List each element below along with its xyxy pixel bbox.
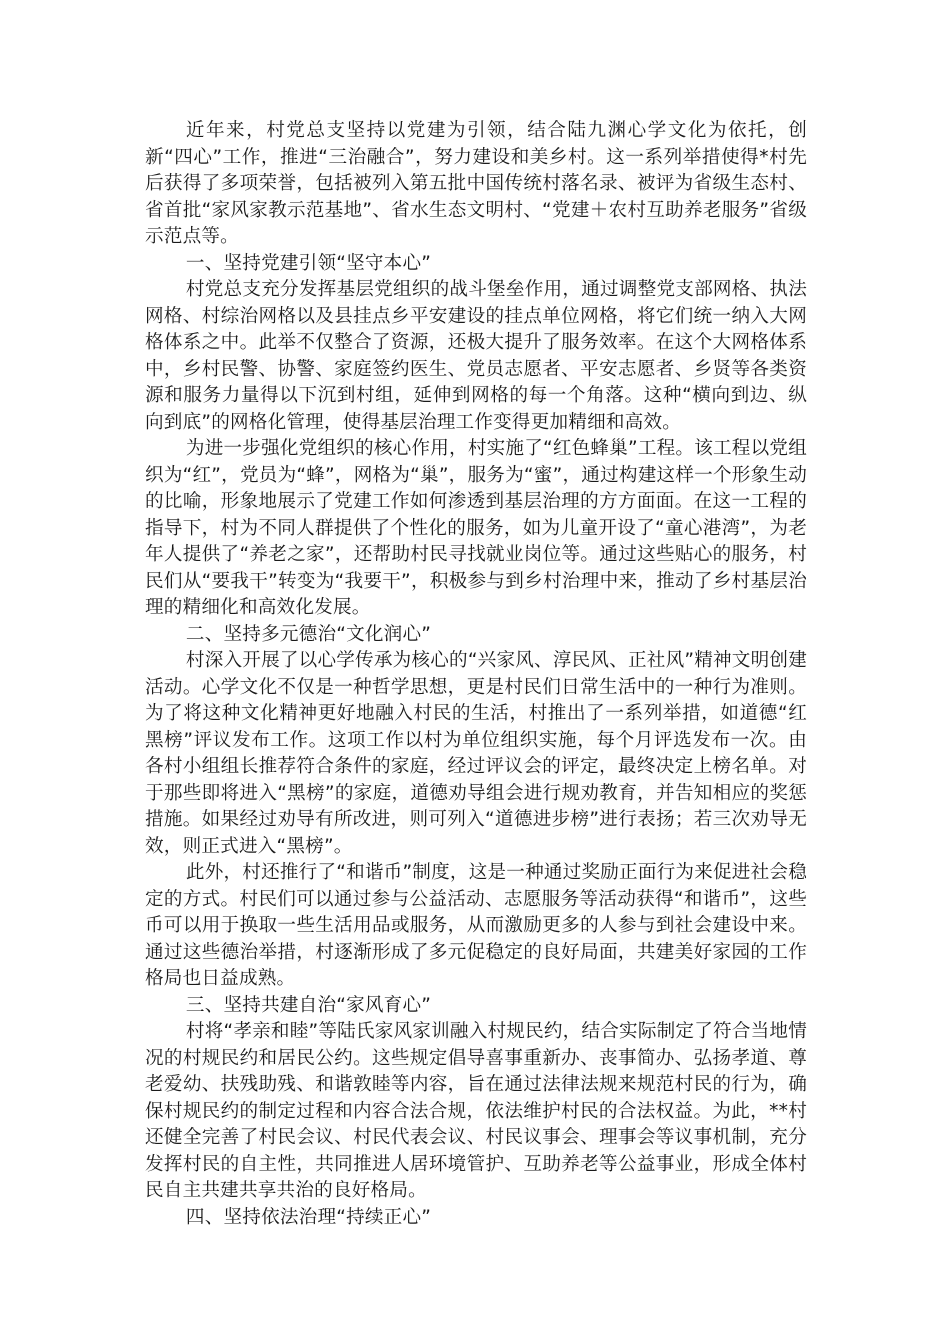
section-2-heading: 二、坚持多元德治“文化润心” bbox=[185, 623, 432, 645]
section-2-paragraph-1: 村深入开展了以心学传承为核心的“兴家风、淳民风、正社风”精神文明创建活动。心学文化不仅是一种哲学思想，更是村民们日常生活中的一种行为准则。为了将这种文化精神更好地融入村民的生活，村推出了一系列举措，如道德“红黑榜”评议发布工作。这项工作以村为单位组织实施，每个月评选发布一次。由各村小组组长推荐符合条件的家庭，经过评议会的评定，最终决定上榜名单。对于那些即将进入“黑榜”的家庭，道德劝导组会进行规劝教育，并告知相应的奖惩措施。如果经过劝导有所改进，则可列入“道德进步榜”进行表扬；若三次劝导无效，则正式进入“黑榜”。 bbox=[145, 650, 807, 857]
document-page bbox=[145, 118, 807, 1231]
section-4-heading: 四、坚持依法治理“持续正心” bbox=[185, 1206, 432, 1228]
section-1-heading: 一、坚持党建引领“坚守本心” bbox=[185, 252, 432, 274]
intro-paragraph: 近年来，村党总支坚持以党建为引领，结合陆九渊心学文化为依托，创新“四心”工作，推进“三治融合”，努力建设和美乡村。这一系列举措使得*村先后获得了多项荣誉，包括被列入第五批中国传统村落名录、被评为省级生态村、省首批“家风家教示范基地”、省水生态文明村、“党建＋农村互助养老服务”省级示范点等。 bbox=[145, 120, 807, 247]
section-1-paragraph-1: 村党总支充分发挥基层党组织的战斗堡垒作用，通过调整党支部网格、执法网格、村综治网格以及县挂点乡平安建设的挂点单位网格，将它们统一纳入大网格体系之中。此举不仅整合了资源，还极大提升了服务效率。在这个大网格体系中，乡村民警、协警、家庭签约医生、党员志愿者、平安志愿者、乡贤等各类资源和服务力量得以下沉到村组，延伸到网格的每一个角落。这种“横向到边、纵向到底”的网格化管理，使得基层治理工作变得更加精细和高效。 bbox=[145, 279, 807, 433]
section-1-paragraph-2: 为进一步强化党组织的核心作用，村实施了“红色蜂巢”工程。该工程以党组织为“红”，党员为“蜂”，网格为“巢”，服务为“蜜”，通过构建这样一个形象生动的比喻，形象地展示了党建工作如何渗透到基层治理的方方面面。在这一工程的指导下，村为不同人群提供了个性化的服务，如为儿童开设了“童心港湾”，为老年人提供了“养老之家”，还帮助村民寻找就业岗位等。通过这些贴心的服务，村民们从“要我干”转变为“我要干”，积极参与到乡村治理中来，推动了乡村基层治理的精细化和高效化发展。 bbox=[145, 438, 807, 618]
section-3-heading: 三、坚持共建自治“家风育心” bbox=[185, 994, 432, 1016]
section-3-paragraph-1: 村将“孝亲和睦”等陆氏家风家训融入村规民约，结合实际制定了符合当地情况的村规民约和居民公约。这些规定倡导喜事重新办、丧事简办、弘扬孝道、尊老爱幼、扶残助残、和谐敦睦等内容，旨在通过法律法规来规范村民的行为，确保村规民约的制定过程和内容合法合规，依法维护村民的合法权益。为此，**村还健全完善了村民会议、村民代表会议、村民议事会、理事会等议事机制，充分发挥村民的自主性，共同推进人居环境管护、互助养老等公益事业，形成全体村民自主共建共享共治的良好格局。 bbox=[145, 1021, 807, 1201]
section-2-paragraph-2: 此外，村还推行了“和谐币”制度，这是一种通过奖励正面行为来促进社会稳定的方式。村民们可以通过参与公益活动、志愿服务等活动获得“和谐币”，这些币可以用于换取一些生活用品或服务，从而激励更多的人参与到社会建设中来。通过这些德治举措，村逐渐形成了多元促稳定的良好局面，共建美好家园的工作格局也日益成熟。 bbox=[145, 862, 807, 989]
